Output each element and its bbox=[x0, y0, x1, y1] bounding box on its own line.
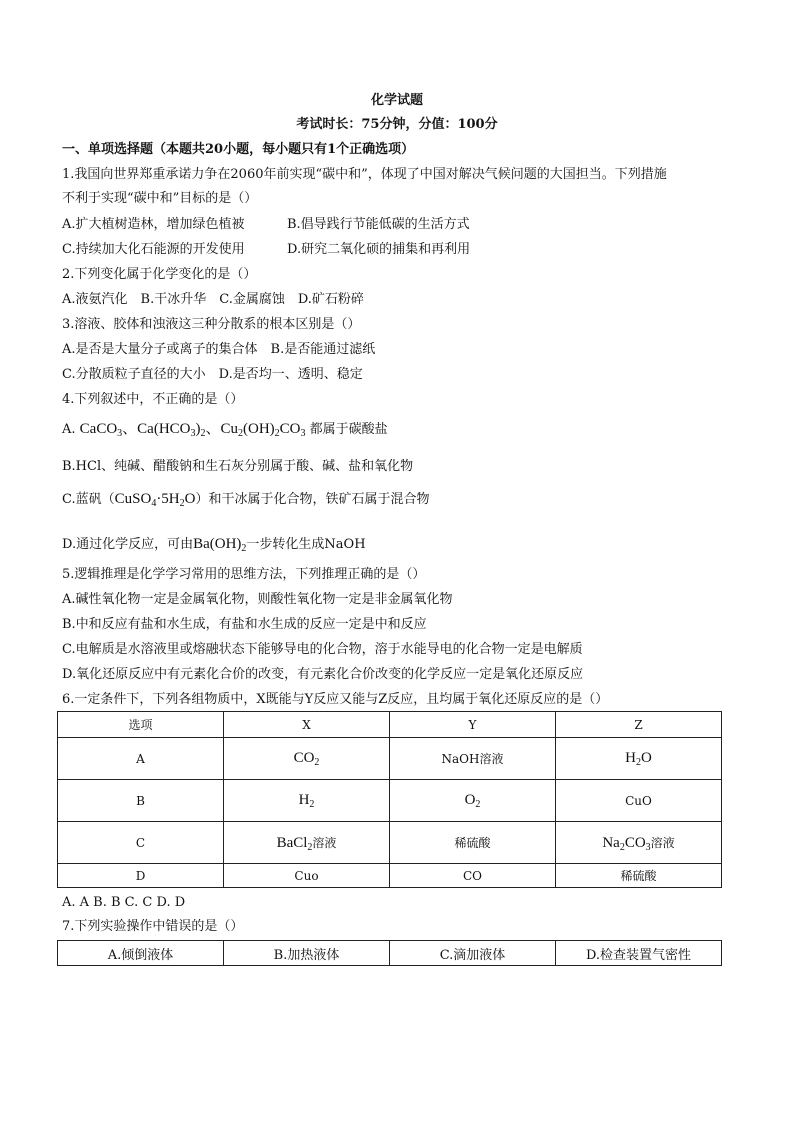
q3-stem: 3.溶液、胶体和浊液这三种分散系的根本区别是（） bbox=[62, 317, 361, 332]
q4-a-prefix: A. bbox=[62, 422, 76, 437]
table-cell: C bbox=[58, 822, 224, 864]
cell-suffix: 溶液 bbox=[312, 835, 337, 850]
table-row bbox=[58, 738, 722, 780]
formula-h2: $H_2$ bbox=[224, 780, 390, 822]
table-cell: Cuo bbox=[224, 864, 390, 888]
formula-cuso4: $CuSO_4\cdot 5H_2O$ bbox=[114, 491, 196, 509]
q2-options: A.液氨汽化 B.干冰升华 C.金属腐蚀 D.矿石粉碎 bbox=[62, 292, 364, 307]
table-cell: CO bbox=[390, 864, 556, 888]
table-cell: B.加热液体 bbox=[224, 941, 390, 966]
section-heading: 一、单项选择题（本题共20小题，每小题只有1个正确选项） bbox=[62, 142, 415, 157]
q6-answer-options: A. A B. B C. C D. D bbox=[62, 895, 186, 910]
formula-baoh2: $Ba(OH)_2$ bbox=[193, 536, 247, 554]
table-row bbox=[58, 822, 722, 864]
q6-table bbox=[57, 711, 722, 888]
q5-option-c: C.电解质是水溶液里或熔融状态下能够导电的化合物，溶于水能导电的化合物一定是电解质 bbox=[62, 642, 583, 657]
table-header-row bbox=[58, 712, 722, 738]
q7-table bbox=[57, 940, 722, 966]
table-cell bbox=[556, 822, 722, 864]
formula-h2o: $H_2O$ bbox=[556, 738, 722, 780]
table-header-cell: Y bbox=[390, 712, 556, 738]
q4-a-suffix: 都属于碳酸盐 bbox=[309, 422, 388, 437]
q4-d-prefix: D.通过化学反应，可由 bbox=[62, 537, 194, 552]
q1-stem-line1: 1.我国向世界郑重承诺力争在2060年前实现“碳中和”，体现了中国对解决气候问题的大国担当。下列措施 bbox=[62, 167, 667, 182]
table-row bbox=[58, 864, 722, 888]
formula-co2: $CO_2$ bbox=[224, 738, 390, 780]
formula-na2co3: $Na_2CO_3$ bbox=[602, 834, 651, 853]
q1-option-d: D.研究二氧化硕的捕集和再利用 bbox=[287, 242, 471, 257]
q4-option-a bbox=[62, 420, 388, 439]
table-cell: B bbox=[58, 780, 224, 822]
q4-d-suffix: 一步转化生成NaOH bbox=[246, 537, 366, 552]
table-row bbox=[58, 941, 722, 966]
table-cell bbox=[224, 822, 390, 864]
q4-option-d bbox=[62, 535, 366, 554]
table-header-cell: X bbox=[224, 712, 390, 738]
q7-stem: 7.下列实验操作中错误的是（） bbox=[62, 919, 244, 934]
q5-option-b: B.中和反应有盐和水生成，有盐和水生成的反应一定是中和反应 bbox=[62, 617, 427, 632]
formula-caco3: CaCO$_3$、$Ca(HCO_3)_2$、$Cu_2(OH)_2CO_3$ bbox=[79, 421, 306, 439]
formula-bacl2: BaCl$_2$ bbox=[276, 834, 313, 853]
q3-options-ab: A.是否是大量分子或离子的集合体 B.是否能通过滤纸 bbox=[62, 342, 376, 357]
q1-option-c: C.持续加大化石能源的开发使用 bbox=[62, 242, 245, 257]
table-cell: 稀硫酸 bbox=[556, 864, 722, 888]
q5-option-d: D.氧化还原反应中有元素化合价的改变，有元素化合价改变的化学反应一定是氧化还原反应 bbox=[62, 667, 584, 682]
q6-stem: 6.一定条件下，下列各组物质中，X既能与Y反应又能与Z反应，且均属于氧化还原反应的是（） bbox=[62, 692, 609, 707]
formula-o2: $O_2$ bbox=[390, 780, 556, 822]
table-cell: D bbox=[58, 864, 224, 888]
table-cell: A.倾倒液体 bbox=[58, 941, 224, 966]
q1-option-a: A.扩大植树造林，增加绿色植被 bbox=[62, 217, 245, 232]
q1-stem-line2: 不利于实现“碳中和”目标的是（） bbox=[62, 191, 258, 206]
table-cell: D.检查装置气密性 bbox=[556, 941, 722, 966]
table-row bbox=[58, 780, 722, 822]
table-cell: A bbox=[58, 738, 224, 780]
q1-option-b: B.倡导践行节能低碳的生活方式 bbox=[287, 217, 470, 232]
q5-stem: 5.逻辑推理是化学学习常用的思维方法，下列推理正确的是（） bbox=[62, 567, 426, 582]
q4-option-b: B.HCl、纯碱、醋酸钠和生石灰分别属于酸、碱、盐和氧化物 bbox=[62, 459, 414, 474]
q4-c-suffix: ）和干冰属于化合物，铁矿石属于混合物 bbox=[195, 492, 430, 507]
table-cell: C.滴加液体 bbox=[390, 941, 556, 966]
table-header-cell: 选项 bbox=[58, 712, 224, 738]
table-cell: CuO bbox=[556, 780, 722, 822]
table-cell: 稀硫酸 bbox=[390, 822, 556, 864]
q3-options-cd: C.分散质粒子直径的大小 D.是否均一、透明、稳定 bbox=[62, 367, 363, 382]
table-header-cell: Z bbox=[556, 712, 722, 738]
exam-info: 考试时长：75分钟，分值：100分 bbox=[296, 117, 498, 132]
q5-option-a: A.碱性氧化物一定是金属氧化物，则酸性氧化物一定是非金属氧化物 bbox=[62, 592, 453, 607]
table-cell: NaOH溶液 bbox=[390, 738, 556, 780]
q4-stem: 4.下列叙述中，不正确的是（） bbox=[62, 392, 244, 407]
cell-suffix: 溶液 bbox=[650, 835, 675, 850]
page-title: 化学试题 bbox=[370, 93, 423, 108]
q4-option-c bbox=[62, 490, 430, 509]
q2-stem: 2.下列变化属于化学变化的是（） bbox=[62, 267, 257, 282]
q4-c-prefix: C.蓝矾（ bbox=[62, 492, 115, 507]
